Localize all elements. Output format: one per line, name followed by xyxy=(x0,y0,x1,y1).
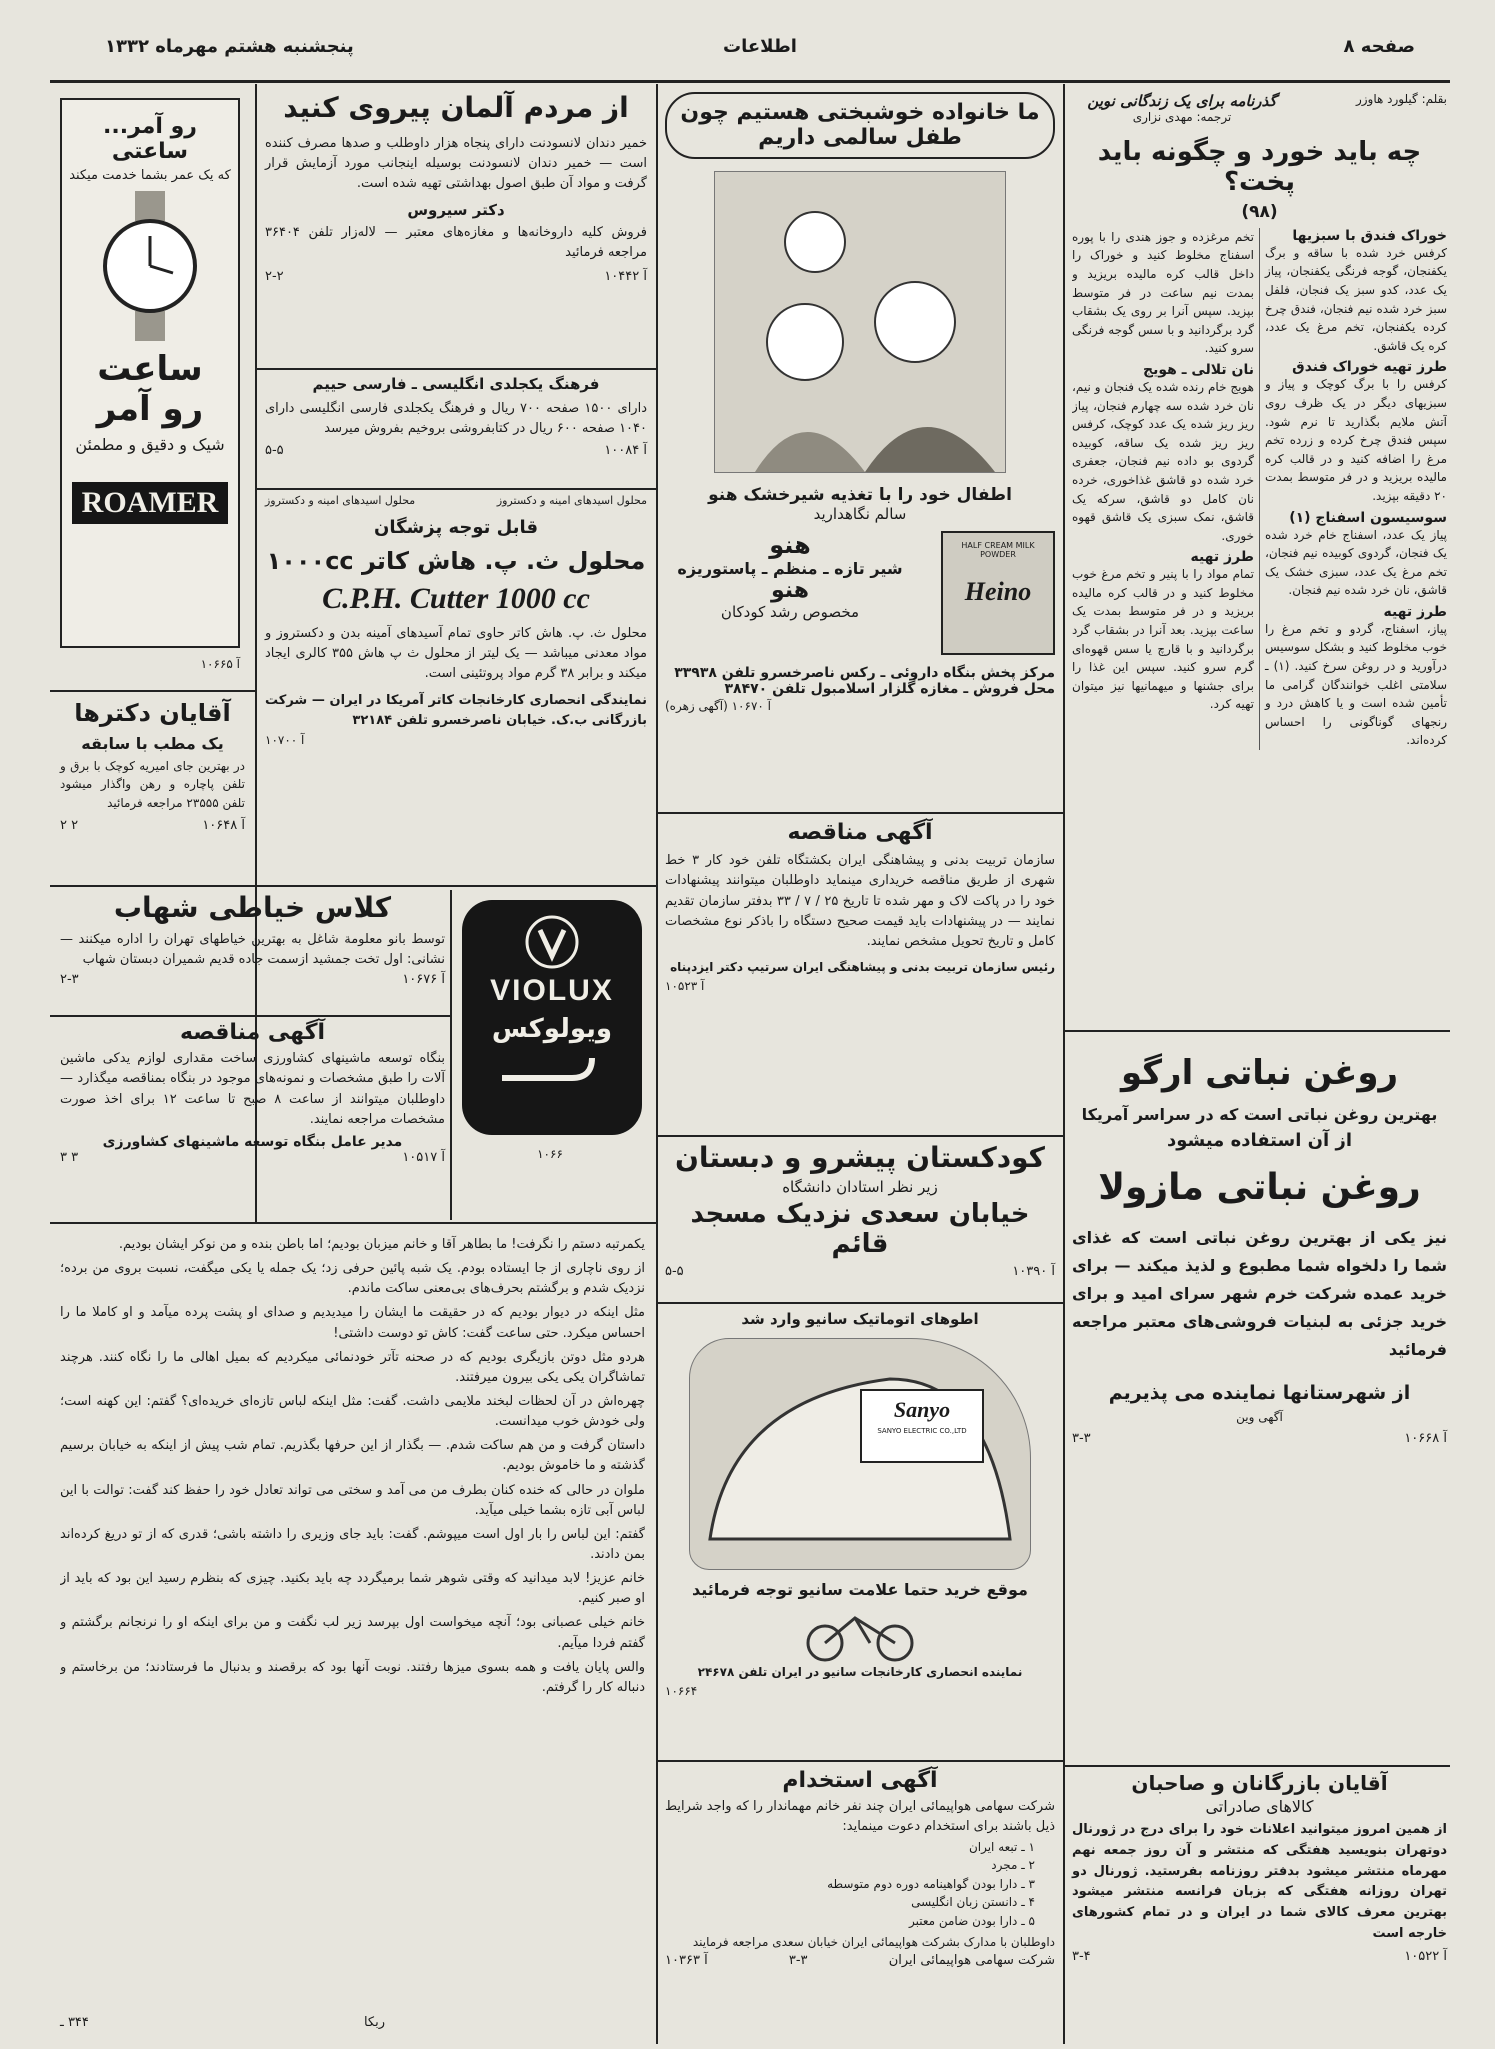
doctors-title: آقایان دکترها xyxy=(74,699,231,727)
employment-signature: شرکت سهامی هواپیمائی ایران xyxy=(888,1953,1055,1969)
story-paragraph: از روی ناچاری از جا ایستاده بودم. یک شبه پائین حرفی زد؛ یک جمله یا یکی میگفت، نسبت بروی من برده؛ نزدیک شدم و برگشتم بحرف‌های بی‌معنی ساکت ماندم. xyxy=(60,1261,645,1297)
denture-sale: فروش کلیه داروخانه‌ها و مغازه‌های معتبر — لاله‌زار تلفن ۳۶۴۰۴ مراجعه فرمائید xyxy=(265,224,647,260)
oil-title1: روغن نباتی ارگو xyxy=(1120,1053,1399,1093)
heino-can-brand: Heino xyxy=(964,576,1032,606)
employment-num: ۳-۳ xyxy=(788,1953,808,1969)
roamer-code: آ ۱۰۶۶۵ xyxy=(200,657,240,671)
employment-title: آگهی استخدام xyxy=(782,1768,938,1793)
section-rule xyxy=(1064,1030,1450,1032)
merchants-body: از همین امروز میتوانید اعلانات خود را برای درج در ژورنال دوتهران بنویسید هفتگی که منتشر و آن روز جمعه نهم مهرماه منتشر میشود بدفتر روزنامه بفرستید. ژورنال دو تهران روزانه هفتگی که بزبان فرانسه منتشر میشود بهترین معرف کالای شما در ایران و در تمام کشورهای خارجه است xyxy=(1072,1822,1447,1941)
guide-col2-t2: تمام مواد را با پنیر و تخم مرغ خوب مخلوط کنید و در قالب کره مالیده بریزید و در فر متوسط بمدت یک ساعت بپزید. بعد آنرا در بشقاب گرد برگردانید و با قارچ یا سس قهوه‌ای گرم سرو کنید. سپس این غذا را برای جشنها و میهمانیها نیز میتوان تهیه کرد. xyxy=(1072,567,1254,712)
v-logo-icon xyxy=(524,914,580,970)
employment-code: آ ۱۰۳۶۳ xyxy=(665,1953,708,1969)
sanyo-slogan: موقع خرید حتما علامت سانیو توجه فرمائید xyxy=(692,1580,1028,1599)
roamer-ad xyxy=(60,98,240,648)
sports-signature: رئیس سازمان تربیت بدنی و پیشاهنگی ایران سرتیپ دکتر ایزدپناه xyxy=(670,960,1055,974)
denture-body: خمیر دندان لانسودنت دارای پنجاه هزار داوطلب و صدها مصرف کننده است — خمیر دندان لانسودنت بوسیله اینجانب مورد آزمایش قرار گرفت و مواد آن طبق اصول بهداشتی تهیه شده است. xyxy=(265,136,647,192)
heino-dist: مرکز پخش بنگاه داروئی ـ رکس ناصرخسرو تلفن ۳۳۹۳۸ xyxy=(674,664,1055,681)
sports-tender xyxy=(665,820,1055,1120)
oil-line1: بهترین روغن نباتی است که در سراسر آمریکا xyxy=(1081,1105,1438,1125)
heino-tagline: اطفال خود را با تغذیه شیرخشک هنو xyxy=(708,484,1012,505)
heino-tagline2: سالم نگاهدارید xyxy=(813,504,907,523)
column-rule xyxy=(1063,84,1065,2044)
cph-title-en: C.P.H. Cutter 1000 cc xyxy=(322,581,590,615)
denture-ad xyxy=(265,92,647,362)
guide-col1-h3: طرز تهیه xyxy=(1383,603,1447,620)
shahab-body: توسط بانو معلومة شاغل به بهترین خیاطهای تهران را اداره میکنند — نشانی: اول تخت جمشید ازسمت جاده قدیم شمیران دبستان شهاب xyxy=(60,932,445,968)
story-paragraph: داستان گرفت و من هم ساکت شدم. — بگذار از این حرفها بگذریم. تمام شب پیش از اینکه به خیابان برسیم گذشته و ما خاموش بودیم. xyxy=(60,1438,645,1474)
merchants-ad xyxy=(1072,1772,1447,2042)
section-rule xyxy=(657,1302,1063,1304)
dictionary-title: فرهنگ یکجلدی انگلیسی ـ فارسی حییم xyxy=(312,375,600,393)
bicycle-icon xyxy=(800,1603,920,1663)
machinery-body: بنگاه توسعه ماشینهای کشاورزی ساخت مقداری لوازم یدکی ماشین آلات را طبق مشخصات و نمونه‌های موجود در بنگاه بمناقصه میگذارد — داوطلبان میتوانند از ساعت ۸ صبح تا ساعت ۱۲ برای اخذ صورت مشخصات مراجعه نمایند. xyxy=(60,1051,446,1127)
roamer-line1: رو آمر... ساعتی xyxy=(103,114,197,164)
story-paragraph: گفتم: این لباس را بار اول است میپوشم. گفت: باید جای وزیری را داشته باشی؛ قدری که از تو دریغ کرده‌اند بمن دادند. xyxy=(60,1526,645,1562)
guide-translator: ترجمه: مهدی نزاری xyxy=(1132,110,1232,124)
list-item: ۵ ـ دارا بودن ضامن معتبر xyxy=(908,1913,1035,1928)
section-rule xyxy=(657,1135,1063,1137)
story-paragraph: یکمرتبه دستم را نگرفت! ما بطاهر آقا و خانم میزبان بودیم؛ اما باطن بنده و من نوکر ایشان بودیم. xyxy=(118,1237,645,1252)
cph-title-fa: محلول ث. پ. هاش کاتر ۱۰۰۰cc xyxy=(266,547,646,575)
merchants-sub: کالاهای صادراتی xyxy=(1205,1797,1314,1816)
shahab-num: ۲-۳ xyxy=(60,972,79,988)
violux-code: ۱۰۶۶ xyxy=(537,1147,563,1161)
doctors-subtitle: یک مطب با سابقه xyxy=(81,733,224,753)
section-rule xyxy=(50,1015,450,1017)
heino-headline: ما خانواده خوشبختی هستیم چون طفل سالمی داریم xyxy=(665,92,1055,159)
doctors-body: در بهترین جای امیریه کوچک با برق و تلفن پاچاره و رهن واگذار میشود تلفن ۲۳۵۵۵ مراجعه فرمائید xyxy=(60,758,245,810)
story-paragraph: هردو مثل دوتن بازیگری بودیم که در صحنه تآتر خودنمائی میکردیم که بمیل اهالی ما را نگاه کنند. هرچند تماشاگران یکی یکی بیرون میرفتند. xyxy=(60,1349,645,1385)
dictionary-code: آ ۱۰۰۸۴ xyxy=(604,443,647,459)
doctors-code: آ ۱۰۶۴۸ xyxy=(202,818,245,834)
machinery-signature: مدیر عامل بنگاه توسعه ماشینهای کشاورزی xyxy=(102,1133,403,1150)
sports-code: آ ۱۰۵۲۳ xyxy=(665,978,705,993)
oil-agency: آگهی وین xyxy=(1236,1410,1283,1425)
guide-col2-h1: نان تلالی ـ هویج xyxy=(1142,361,1254,378)
roamer-line2: که یک عمر بشما خدمت میکند xyxy=(69,168,231,183)
cph-sub-right: محلول اسیدهای امینه و دکستروز xyxy=(496,494,647,507)
shahab-ad xyxy=(60,892,445,1012)
watch-icon xyxy=(95,191,205,341)
pipe-icon xyxy=(492,1048,612,1088)
machinery-num: ۳ ۳ xyxy=(60,1149,79,1165)
guide-series: گذرنامه برای یک زندگانی نوین xyxy=(1087,92,1277,110)
denture-code: آ ۱۰۴۴۲ xyxy=(604,268,647,284)
kindergarten-addr: خیابان سعدی نزدیک مسجد قائم xyxy=(690,1199,1030,1260)
story-footer-row xyxy=(60,2015,645,2030)
merchants-num: ۳-۴ xyxy=(1072,1948,1091,1964)
sanyo-logo xyxy=(860,1389,984,1463)
heino-code: آ ۱۰۶۷۰ (آگهی زهره) xyxy=(665,698,771,713)
machinery-code: آ ۱۰۵۱۷ xyxy=(402,1149,445,1165)
family-icon xyxy=(715,172,1005,472)
guide-col2-t0: تخم مرغزده و جوز هندی را با پوره اسفناج مخلوط کنید و خوراک را داخل قالب کره مالیده بریزید و بمدت نیم ساعت در فر متوسط بپزید. سپس آنرا بر روی یک بشقاب گرد برگردانید و با سس گوجه فرنگی سرو کنید. xyxy=(1072,229,1254,356)
cph-agency: نمایندگی انحصاری کارخانجات کاتر آمریکا در ایران — شرکت بازرگانی ب.ک. خیابان ناصرخسرو تلفن ۳۲۱۸۴ xyxy=(265,692,647,728)
section-rule xyxy=(657,1760,1063,1762)
guide-col1-t2: پیاز یک عدد، اسفناج خام خرد شده یک فنجان، گردوی کوبیده نیم فنجان، تخم مرغ یک عدد، سبزی خشک یک قاشق، نان خرد شده نیم فنجان. xyxy=(1265,527,1447,598)
list-item: ۴ ـ دانستن زبان انگلیسی xyxy=(911,1895,1035,1910)
section-rule xyxy=(50,1222,656,1224)
cph-body: محلول ث. پ. هاش کاتر حاوی تمام آسیدهای آمینه بدن و دکستروز و مواد معدنی میباشد — یک لیتر از محلول ث پ هاش ۳۵۵ کالری ایجاد میکند و برابر ۳۸ گرم مواد پروتئینی است. xyxy=(265,626,647,682)
list-item: ۲ ـ مجرد xyxy=(991,1858,1035,1873)
guide-byline: بقلم: گیلورد هاوزر xyxy=(1355,92,1447,106)
cph-ad xyxy=(265,494,647,879)
violux-brand-fa: ویولوکس xyxy=(491,1014,613,1044)
story-paragraph: خانم عزیز! لابد میدانید که وقتی شوهر شما برمیگردد چه باید بکنید. چیزی که بنظرم رسید این بود که باید از او صبر کنیم. xyxy=(60,1571,645,1607)
section-rule xyxy=(50,690,255,692)
guide-col2-t1: هویج خام رنده شده یک فنجان و نیم، نان خرد شده سه چهارم فنجان، پیاز ریز ریز شده یک عدد کوچک، کرفس ریز ریز شده یک ساقه، کوبیده گردوی بو داده نیم فنجان، جعفری خرد شده دو قاشق غذاخوری، خرده نان کامل دو قاشق، سرکه یک قاشق، نمک سبزی یک قاشق قهوه خوری. xyxy=(1072,379,1254,543)
employment-footer: داوطلبان با مدارک بشرکت هواپیمائی ایران خیابان سعدی مراجعه فرمایند xyxy=(692,1934,1055,1949)
kindergarten-sub: زیر نظر استادان دانشگاه xyxy=(782,1178,938,1197)
story-paragraph: چهره‌اش در آن لحظات لبخند ملایمی داشت. گفت: مثل اینکه لباس تازه‌ای خریده‌ای؟ گفتم: این کهنه است؛ ولی خودش خوب میدانست. xyxy=(60,1393,645,1430)
shahab-code: آ ۱۰۶۷۶ xyxy=(402,972,445,988)
merchants-code: آ ۱۰۵۲۲ xyxy=(1404,1948,1447,1964)
story-num: ۳۴۴ ـ xyxy=(60,2015,89,2030)
roamer-line4: رو آمر xyxy=(96,389,204,429)
sanyo-agency: نماینده انحصاری کارخانجات سانیو در ایران تلفن ۲۴۶۷۸ xyxy=(697,1665,1023,1679)
violux-ad xyxy=(462,900,642,1135)
story-paragraph: خانم خیلی عصبانی بود؛ آنچه میخواست اول بپرسد زیر لب نگفت و من برای اینکه او را نرنجانم برگشتم و گفتم فردا میآیم. xyxy=(60,1615,645,1651)
section-rule xyxy=(1064,1765,1450,1767)
oil-ad xyxy=(1072,1040,1447,1760)
masthead-rule xyxy=(50,80,1450,83)
kindergarten-num: ۵-۵ xyxy=(665,1263,684,1279)
machinery-tender xyxy=(60,1020,445,1218)
guide-part: (۹۸) xyxy=(1241,201,1278,222)
list-item: ۱ ـ تبعه ایران xyxy=(968,1839,1035,1854)
kindergarten-code: آ ۱۰۳۹۰ xyxy=(1012,1263,1055,1279)
cooking-guide xyxy=(1072,92,1447,1022)
guide-col2-h2: طرز تهیه xyxy=(1190,549,1254,566)
sports-title: آگهی مناقصه xyxy=(787,820,933,845)
employment-body: شرکت سهامی هواپیمائی ایران چند نفر خانم مهماندار را که واجد شرایط ذیل باشند برای استخدام دعوت مینماید: xyxy=(665,1799,1055,1835)
doctors-num: ۲ ۲ xyxy=(60,818,79,834)
column-rule xyxy=(656,84,658,2044)
employment-list xyxy=(665,1838,1055,1931)
heino-brand2: هنو xyxy=(770,577,810,603)
oil-line2: از آن استفاده میشود xyxy=(1167,1130,1352,1152)
sports-body: سازمان تربیت بدنی و پیشاهنگی ایران بکشتگاه تلفن خود کار ۳ خط شهری از طریق مناقصه خریداری مینماید داوطلبان میتوانند پیشنهادات خود را در پاکت لاک و مهر شده تا تاریخ ۲۵ / ۷ / ۳۳ بدفتر سازمان تقدیم نمایند — در پیشنهادات باید قیمت صحیح دستگاه را باذکر نوع مشخصات کامل و تاریخ تحویل مشخص نمایند. xyxy=(665,853,1055,949)
page-number: صفحه ۸ xyxy=(1343,36,1415,57)
section-rule xyxy=(657,812,1063,814)
sanyo-headline: اطوهای اتوماتیک سانیو وارد شد xyxy=(741,1310,979,1328)
guide-col1-h0: خوراک فندق با سبزیها xyxy=(1292,227,1447,244)
newspaper-name: اطلاعات xyxy=(723,36,797,57)
section-rule xyxy=(256,488,656,490)
heino-brand1: هنو xyxy=(769,530,811,559)
guide-col1-t1: کرفس را با برگ کوچک و پیاز و سبزیهای دیگر در یک ظرف روی آتش ملایم بگذارید تا نرم شود. سپس فندق چرخ کرده و زرده تخم مرغ را اضافه کنید و در قالب کره مالیده بریزید و در فر متوسط بمدت ۲۰ دقیقه بپزید. xyxy=(1265,377,1447,503)
violux-brand: VIOLUX xyxy=(490,974,614,1007)
employment-ad xyxy=(665,1768,1055,2043)
column-rule xyxy=(450,890,452,1220)
denture-signature: دکتر سیروس xyxy=(407,200,505,219)
dictionary-body: دارای ۱۵۰۰ صفحه ۷۰۰ ریال و فرهنگ یکجلدی فارسی انگلیسی دارای ۱۰۴۰ صفحه ۶۰۰ ریال در کتابفروشی بروخیم بفروش میرسد xyxy=(265,401,647,437)
heino-ad xyxy=(665,92,1055,812)
guide-col1-h2: سوسیسون اسفناج (۱) xyxy=(1289,509,1447,526)
cph-code: آ ۱۰۷۰۰ xyxy=(265,732,305,747)
guide-col1-t0: کرفس خرد شده با ساقه و برگ یکفنجان، گوجه فرنگی یکفنجان، پیاز یک عدد، کدو سبز یک فنجان، فلفل سبز خرد شده نیم فنجان، فندق چرخ کرده یکفنجان، تخم مرغ یک عدد، کره یک قاشق. xyxy=(1265,245,1447,353)
shahab-title: کلاس خیاطی شهاب xyxy=(113,891,392,924)
family-illustration xyxy=(714,171,1006,473)
oil-body: نیز یکی از بهترین روغن نباتی است که غذای شما را دلخواه شما مطبوع و لذیذ میکند — برای خرید عمده شرکت خرم شهر سرای امید و برای خرید جزئی به لبنیات فروشی‌های معتبر مراجعه فرمائید xyxy=(1072,1228,1447,1360)
roamer-line5: شیک و دقیق و مطمئن xyxy=(75,435,225,454)
heino-can-label: HALF CREAM MILK POWDER xyxy=(961,540,1035,559)
sanyo-logo-sub: SANYO ELECTRIC CO.,LTD xyxy=(877,1427,967,1435)
story-column xyxy=(60,1235,645,2005)
oil-num: ۳-۳ xyxy=(1072,1431,1091,1447)
list-item: ۳ ـ دارا بودن گواهینامه دوره دوم متوسطه xyxy=(827,1876,1035,1891)
doctors-ad xyxy=(60,700,245,880)
story-paragraph: مثل اینکه در دیوار بودیم که در حقیقت ما ایشان را میدیدیم و صدای او پشت پرده میآمد و او کاملا ما را احساس میکرد. حتی ساعت گفت: کاش تو دوست داشتی! xyxy=(60,1305,645,1341)
denture-title: از مردم آلمان پیروی کنید xyxy=(283,91,629,124)
story-paragraph: والس پایان یافت و همه بسوی میزها رفتند. نوبت آنها بود که برقصند و بدنبال ما فرستادند؛ من برخاستم و دنباله کار را گرفتم. xyxy=(60,1659,645,1695)
merchants-title: آقایان بازرگانان و صاحبان xyxy=(1131,1771,1388,1795)
kindergarten-ad xyxy=(665,1142,1055,1297)
guide-title: چه باید خورد و چگونه باید پخت؟ xyxy=(1097,137,1422,197)
guide-col1-t3: پیاز، اسفناج، گردو و تخم مرغ را خوب مخلوط کنید و بشکل سوسیس درآورید و در روغن سرخ کنید. (۱) ـ سلامتی اغلب خوانندگان گرامی ما تأمین شده است و یا کاهش درد و رنجهای گوناگونی را احساس کرده‌اند. xyxy=(1265,621,1447,748)
machinery-title: آگهی مناقصه xyxy=(179,1020,326,1045)
cph-sub-left: محلول اسیدهای امینه و دکستروز xyxy=(265,494,416,507)
roamer-brand: ROAMER xyxy=(72,482,228,524)
dictionary-num: ۵-۵ xyxy=(265,443,284,459)
heino-special: مخصوص رشد کودکان xyxy=(720,602,860,621)
section-rule xyxy=(50,885,656,887)
sanyo-logo-text: Sanyo xyxy=(893,1397,951,1422)
heino-dist2: محل فروش ـ مغازه گلزار اسلامبول تلفن ۳۸۴۷۰ xyxy=(724,680,1055,697)
heino-can xyxy=(941,531,1055,655)
oil-line3: از شهرستانها نماینده می پذیریم xyxy=(1108,1382,1411,1405)
guide-col1-h1: طرز تهیه خوراک فندق xyxy=(1292,359,1447,376)
oil-title2: روغن نباتی مازولا xyxy=(1098,1167,1421,1209)
story-footer: ربکا xyxy=(363,2015,385,2030)
sanyo-code: ۱۰۶۶۴ xyxy=(665,1683,698,1698)
section-rule xyxy=(256,368,656,370)
masthead xyxy=(105,30,1415,70)
issue-date: پنجشنبه هشتم مهرماه ۱۳۳۲ xyxy=(105,36,354,57)
iron-illustration xyxy=(689,1338,1031,1570)
oil-code: آ ۱۰۶۶۸ xyxy=(1404,1431,1447,1447)
roamer-line3: ساعت xyxy=(97,349,203,389)
cph-notice: قابل توجه پزشگان xyxy=(373,517,539,538)
sanyo-ad xyxy=(665,1310,1055,1750)
story-paragraph: ملوان در حالی که خنده کنان بطرف من می آمد و سختی می تواند تعادل خود را حفظ کند گفت: توالت با این لباس آبی تازه بشما خیلی میآید. xyxy=(60,1482,645,1518)
kindergarten-title: کودکستان پیشرو و دبستان xyxy=(675,1141,1045,1174)
dictionary-ad xyxy=(265,375,647,480)
denture-num: ۲-۲ xyxy=(265,268,284,284)
heino-desc: شیر تازه ـ منظم ـ پاستوریزه xyxy=(677,558,903,578)
